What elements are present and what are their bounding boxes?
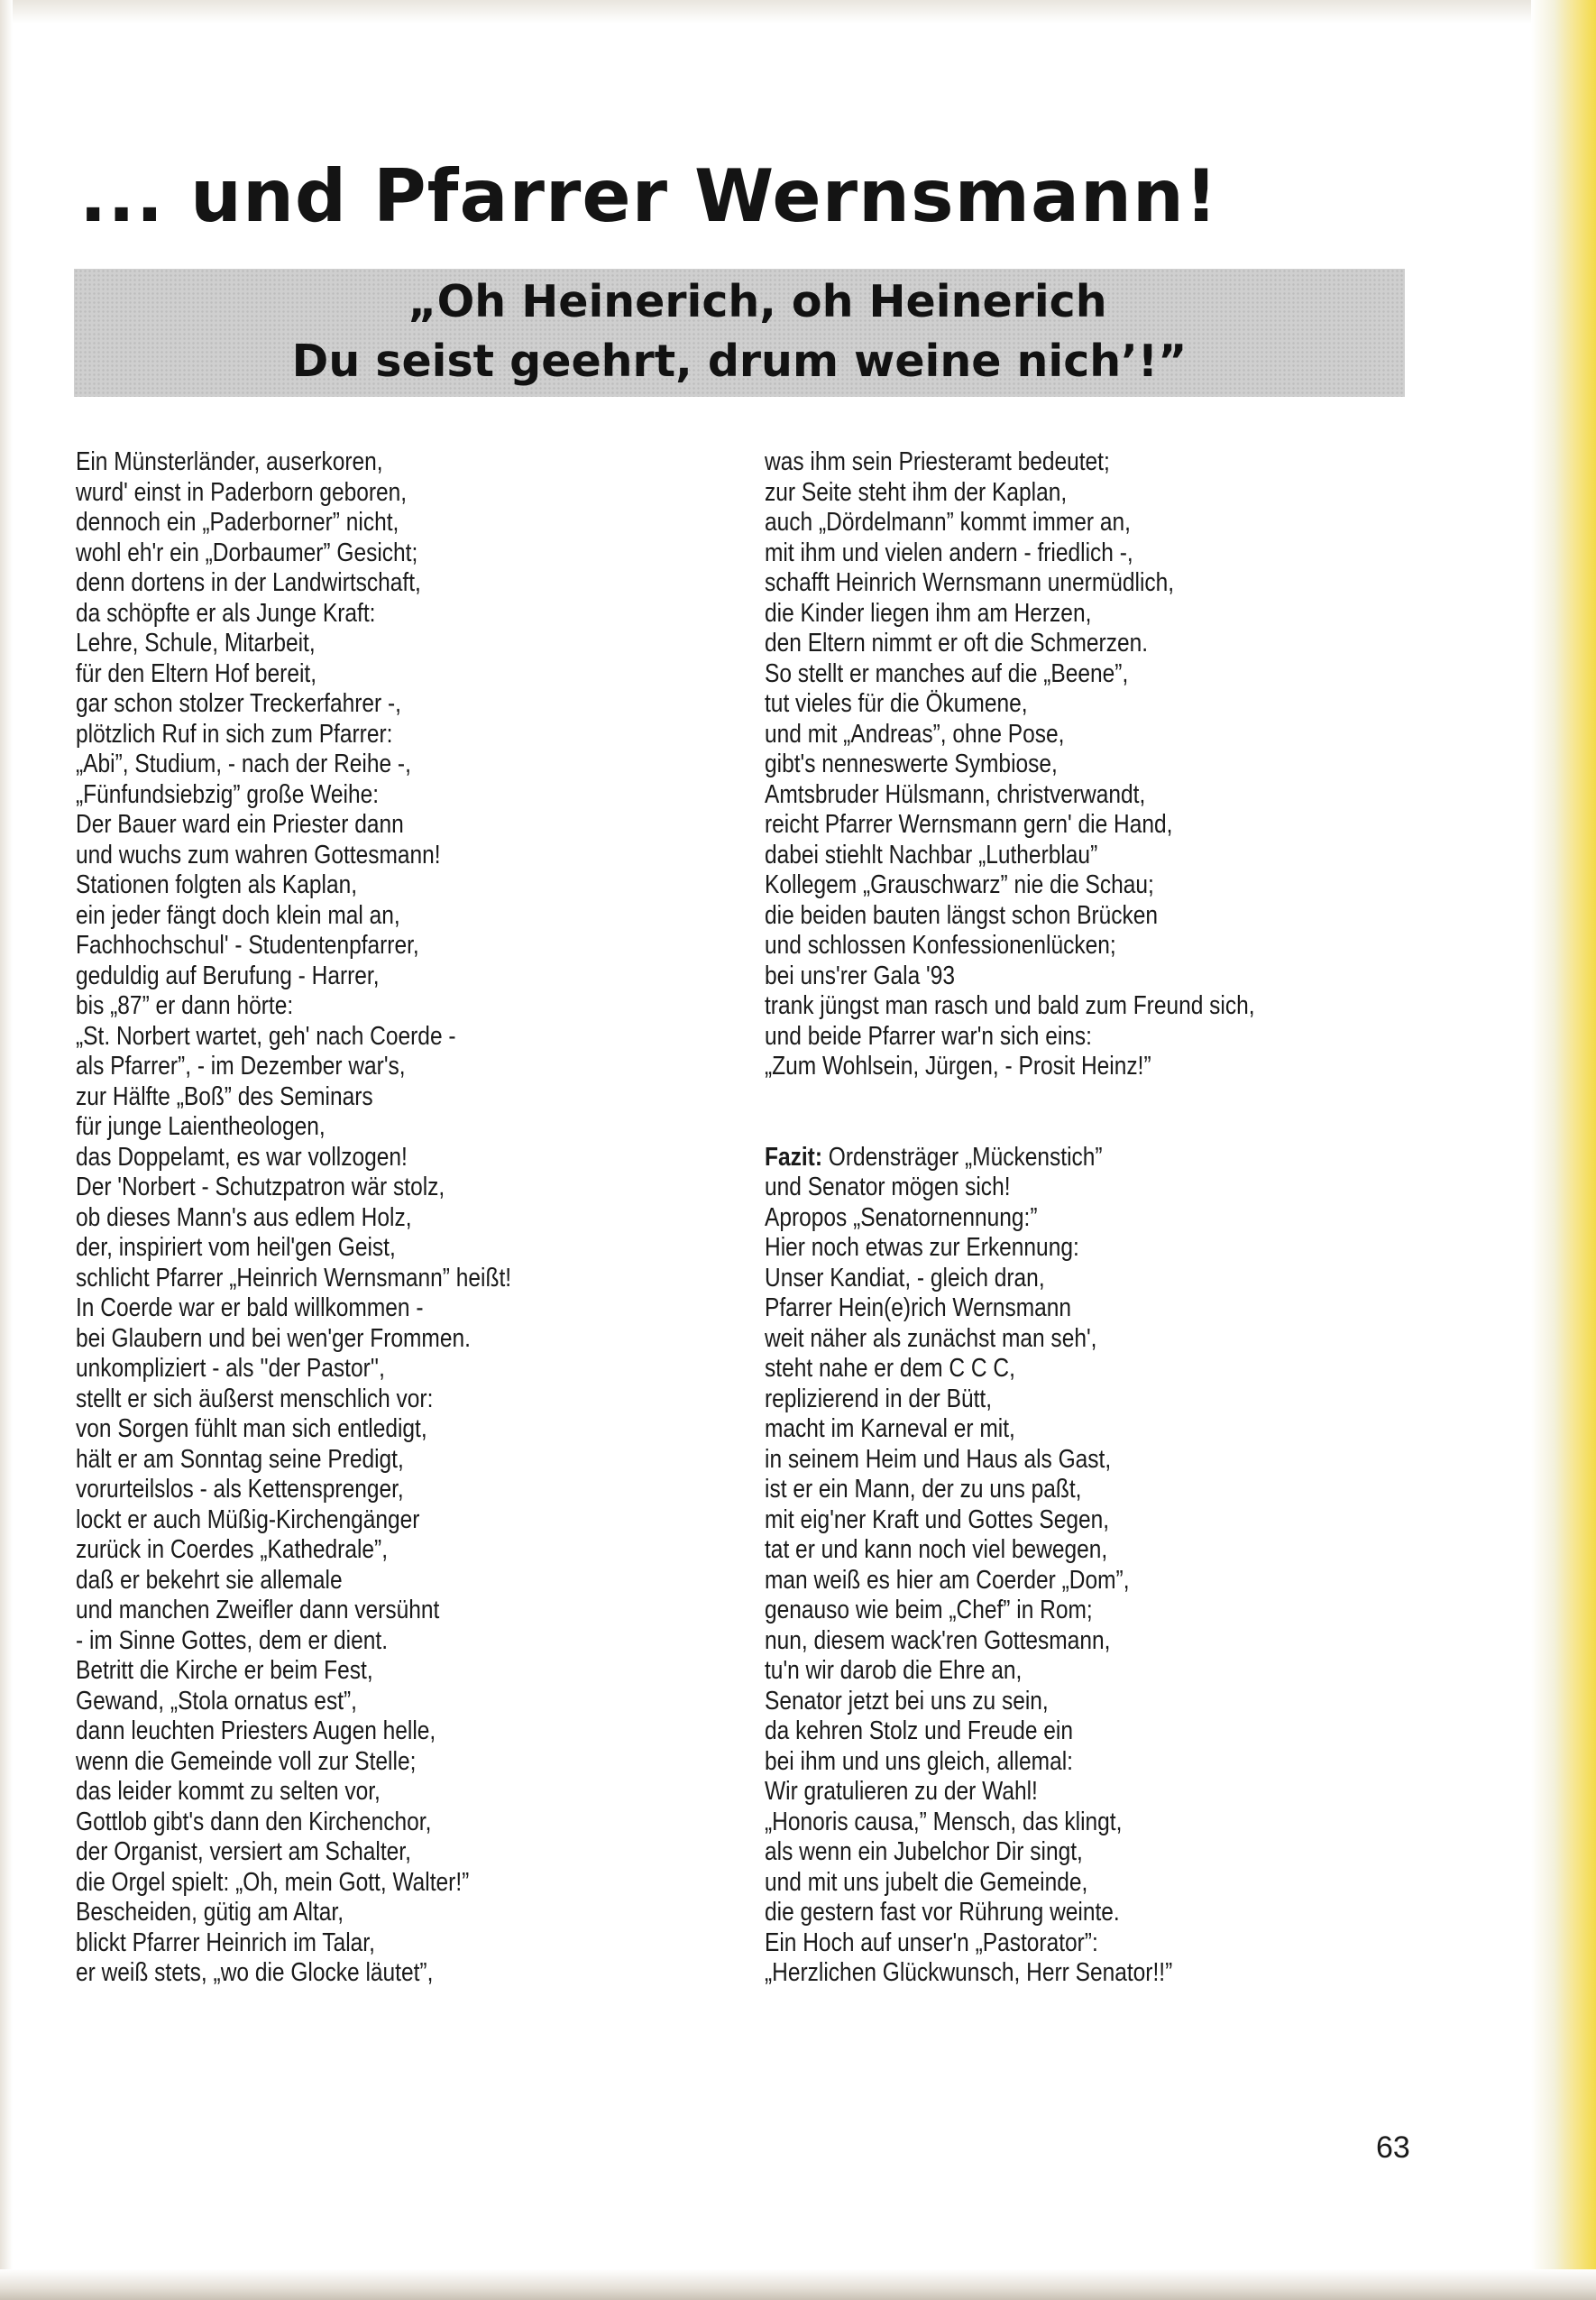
poem-line: Gottlob gibt's dann den Kirchenchor, [76,1807,432,1836]
poem-line: und mit „Andreas”, ohne Pose, [765,719,1065,749]
poem-left-column [76,447,681,1989]
poem-line: Bescheiden, gütig am Altar, [76,1898,344,1927]
poem-line: was ihm sein Priesteramt bedeutet; [765,447,1110,476]
poem-line: Gewand, „Stola ornatus est”, [76,1686,357,1716]
poem-line: bis „87” er dann hörte: [76,991,294,1020]
page-edge-left [0,0,13,2300]
poem-line: schlicht Pfarrer „Heinrich Wernsmann” heißt! [76,1263,512,1293]
poem-line: blickt Pfarrer Heinrich im Talar, [76,1927,375,1957]
poem-right-column [765,447,1362,1989]
poem-line: bei Glaubern und bei wen'ger Frommen. [76,1323,471,1353]
poem-line: er weiß stets, „wo die Glocke läutet”, [76,1958,434,1987]
poem-line: Fachhochschul' - Studentenpfarrer, [76,931,419,960]
poem-line: zur Seite steht ihm der Kaplan, [765,477,1068,507]
poem-line: dabei stiehlt Nachbar „Lutherblau” [765,840,1098,869]
poem-line: steht nahe er dem C C C, [765,1354,1015,1383]
poem-line: Ein Hoch auf unser'n „Pastorator”: [765,1927,1098,1957]
poem-line: schafft Heinrich Wernsmann unermüdlich, [765,568,1175,597]
poem-line: und Senator mögen sich! [765,1173,1011,1201]
fazit-label: Fazit: [765,1142,823,1172]
poem-line: ein jeder fängt doch klein mal an, [76,900,400,930]
poem-line: hält er am Sonntag seine Predigt, [76,1444,404,1474]
poem-line: Wir gratulieren zu der Wahl! [765,1777,1038,1806]
page-edge-bottom [0,2269,1596,2300]
poem-line: tut vieles für die Ökumene, [765,689,1028,718]
poem-line: unkompliziert - als ''der Pastor'', [76,1354,385,1383]
poem-line: von Sorgen fühlt man sich entledigt, [76,1414,427,1443]
poem-line: für junge Laientheologen, [76,1112,326,1141]
poem-line: als Pfarrer”, - im Dezember war's, [76,1052,406,1081]
poem-line: „Fünfundsiebzig” große Weihe: [76,779,380,809]
poem-line: wenn die Gemeinde voll zur Stelle; [76,1746,417,1776]
poem-line: die Kinder liegen ihm am Herzen, [765,598,1092,628]
poem-line: und wuchs zum wahren Gottesmann! [76,840,441,869]
poem-line: vorurteilslos - als Kettensprenger, [76,1475,404,1504]
poem-line: macht im Karneval er mit, [765,1414,1015,1443]
poem-line: weit näher als zunächst man seh', [765,1323,1097,1353]
poem-line: in seinem Heim und Haus als Gast, [765,1444,1112,1474]
poem-line: da kehren Stolz und Freude ein [765,1716,1074,1745]
poem-line: So stellt er manches auf die „Beene”, [765,658,1129,688]
poem-line: reicht Pfarrer Wernsmann gern' die Hand, [765,810,1173,839]
poem-line: „Herzlichen Glückwunsch, Herr Senator!!” [765,1958,1173,1987]
poem-right-column-bottom [765,1173,1362,1989]
poem-line: Ein Münsterländer, auserkoren, [76,447,383,476]
subtitle-line-2: Du seist geehrt, drum weine nich’!” [291,336,1188,387]
poem-line: Betritt die Kirche er beim Fest, [76,1656,373,1685]
poem-line: die Orgel spielt: „Oh, mein Gott, Walter!” [76,1867,470,1897]
poem-line: Senator jetzt bei uns zu sein, [765,1686,1049,1716]
poem-right-column-top [765,447,1362,1082]
poem-line: In Coerde war er bald willkommen - [76,1293,424,1322]
page-edge-right [1531,0,1596,2300]
poem-line: replizierend in der Bütt, [765,1384,993,1413]
poem-line: und beide Pfarrer war'n sich eins: [765,1021,1092,1051]
poem-line: stellt er sich äußerst menschlich vor: [76,1384,434,1413]
poem-line: daß er bekehrt sie allemale [76,1565,343,1595]
poem-line: ist er ein Mann, der zu uns paßt, [765,1475,1082,1504]
poem-line: „St. Norbert wartet, geh' nach Coerde - [76,1021,456,1051]
page-number: 63 [1376,2130,1410,2165]
poem-line: Apropos „Senatornennung:” [765,1202,1038,1232]
poem-line: wohl eh'r ein „Dorbaumer” Gesicht; [76,538,418,567]
poem-line: tu'n wir darob die Ehre an, [765,1656,1023,1685]
poem-line: man weiß es hier am Coerder „Dom”, [765,1565,1130,1595]
poem-line: denn dortens in der Landwirtschaft, [76,568,421,597]
poem-line: den Eltern nimmt er oft die Schmerzen. [765,629,1149,658]
fazit-line [765,1143,1362,1173]
poem-line: Stationen folgten als Kaplan, [76,870,358,899]
poem-line: wurd' einst in Paderborn geboren, [76,477,408,507]
poem-line: „Abi”, Studium, - nach der Reihe -, [76,750,411,778]
poem-line: Amtsbruder Hülsmann, christverwandt, [765,779,1146,809]
poem-line: als wenn ein Jubelchor Dir singt, [765,1837,1083,1866]
poem-line: und schlossen Konfessionenlücken; [765,931,1116,960]
page-edge-top [0,0,1533,23]
poem-line: das leider kommt zu selten vor, [76,1777,381,1806]
poem-line: für den Eltern Hof bereit, [76,658,317,688]
poem-line: Kollegem „Grauschwarz” nie die Schau; [765,870,1154,899]
poem-line: - im Sinne Gottes, dem er dient. [76,1625,389,1655]
poem-line: gar schon stolzer Treckerfahrer -, [76,689,401,718]
poem-line: Der Bauer ward ein Priester dann [76,810,404,839]
stanza-gap [765,1082,1362,1143]
subtitle-banner [74,269,1405,397]
poem-line: zur Hälfte „Boß” des Seminars [76,1081,373,1111]
poem-line: dann leuchten Priesters Augen helle, [76,1716,436,1745]
poem-line: ob dieses Mann's aus edlem Holz, [76,1202,412,1232]
poem-line: Der 'Norbert - Schutzpatron wär stolz, [76,1173,445,1201]
poem-line: Pfarrer Hein(e)rich Wernsmann [765,1293,1072,1322]
subtitle-line-1: „Oh Heinerich, oh Heinerich [408,276,1107,327]
poem-line: mit eig'ner Kraft und Gottes Segen, [765,1504,1110,1534]
poem-line: die gestern fast vor Rührung weinte. [765,1898,1120,1927]
poem-line: genauso wie beim „Chef” in Rom; [765,1596,1093,1624]
poem-line: und manchen Zweifler dann versühnt [76,1596,440,1624]
poem-line: der, inspiriert vom heil'gen Geist, [76,1233,396,1262]
poem-line: gibt's nenneswerte Symbiose, [765,750,1058,778]
article-headline: ... und Pfarrer Wernsmann! [79,154,1219,238]
poem-line: auch „Dördelmann” kommt immer an, [765,508,1131,537]
poem-line: „Zum Wohlsein, Jürgen, - Prosit Heinz!” [765,1052,1151,1081]
poem-line: trank jüngst man rasch und bald zum Freund sich, [765,991,1255,1020]
poem-line: dennoch ein „Paderborner” nicht, [76,508,399,537]
poem-line: nun, diesem wack'ren Gottesmann, [765,1625,1111,1655]
poem-line: bei ihm und uns gleich, allemal: [765,1746,1073,1776]
poem-line: „Honoris causa,” Mensch, das klingt, [765,1807,1123,1836]
poem-line: mit ihm und vielen andern - friedlich -, [765,538,1133,567]
poem-line: und mit uns jubelt die Gemeinde, [765,1867,1088,1897]
poem-line: plötzlich Ruf in sich zum Pfarrer: [76,719,393,749]
poem-line: da schöpfte er als Junge Kraft: [76,598,376,628]
poem-line: tat er und kann noch viel bewegen, [765,1535,1108,1564]
poem-line: bei uns'rer Gala '93 [765,961,956,990]
poem-line: die beiden bauten längst schon Brücken [765,900,1159,930]
poem-line: zurück in Coerdes „Kathedrale”, [76,1535,389,1564]
poem-line: das Doppelamt, es war vollzogen! [76,1142,408,1172]
fazit-text: Ordensträger „Mückenstich” [822,1142,1103,1172]
poem-line: Lehre, Schule, Mitarbeit, [76,629,316,658]
poem-line: Hier noch etwas zur Erkennung: [765,1233,1079,1262]
poem-line: Unser Kandiat, - gleich dran, [765,1263,1045,1293]
poem-line: lockt er auch Müßig-Kirchengänger [76,1504,420,1534]
poem-line: geduldig auf Berufung - Harrer, [76,961,380,990]
poem-line: der Organist, versiert am Schalter, [76,1837,411,1866]
